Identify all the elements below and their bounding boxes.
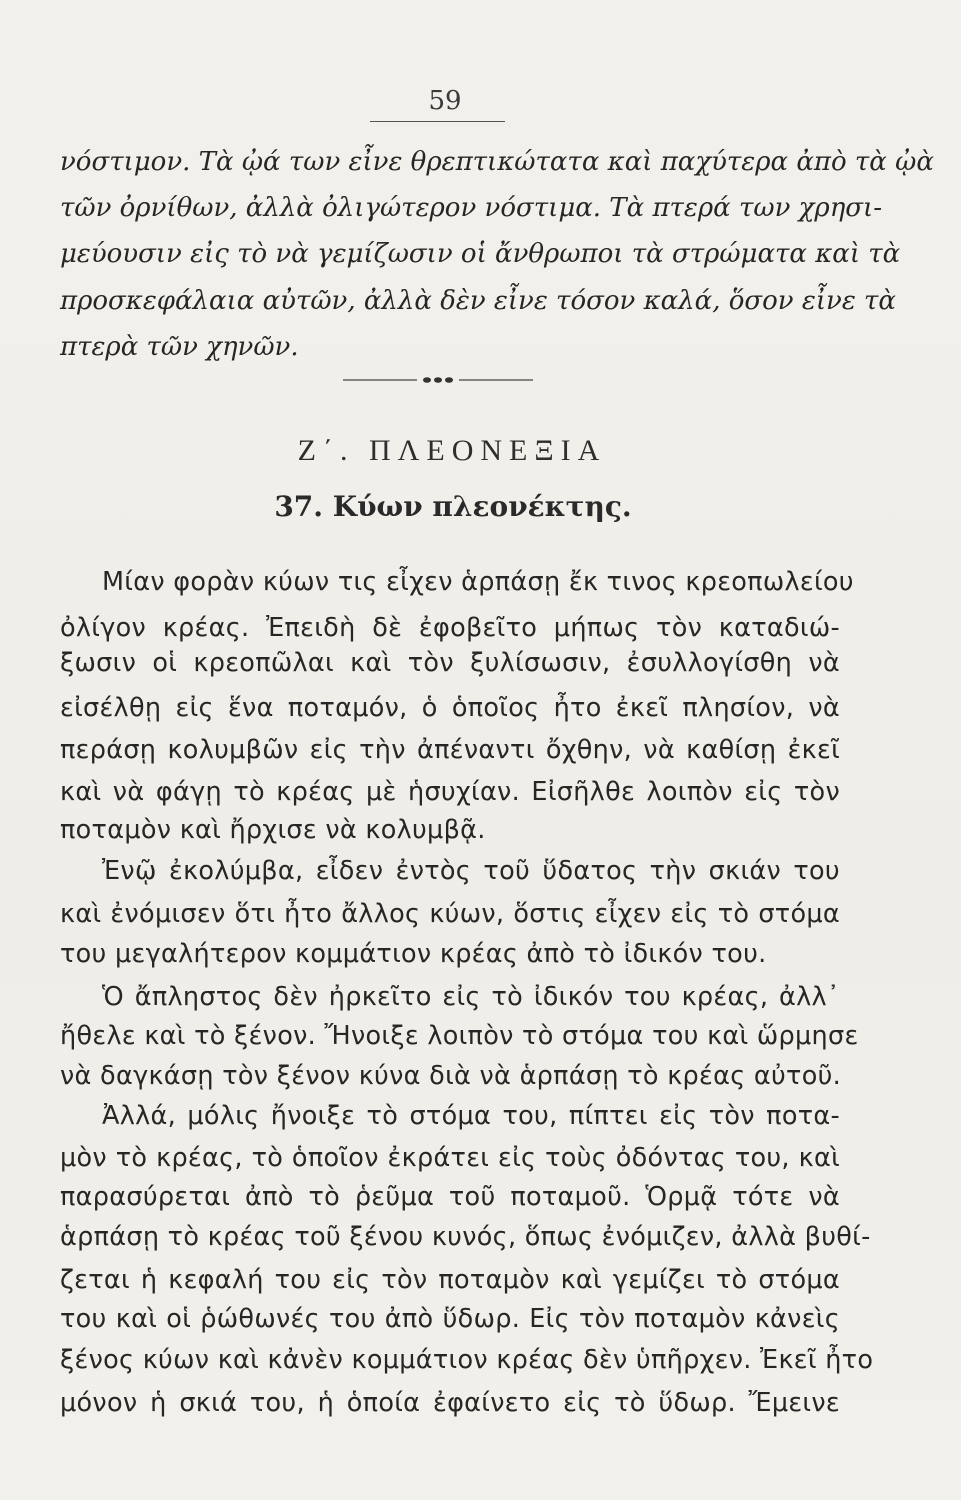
body-line: ξένος κύων καὶ κἀνὲν κομμάτιον κρέας δὲν ὑπῆρχεν. Ἐκεῖ ἦτο [60, 1345, 874, 1375]
body-line: Μίαν φορὰν κύων τις εἶχεν ἁρπάσῃ ἔκ τινος κρεοπωλείου [102, 567, 854, 597]
body-line: του μεγαλήτερον κομμάτιον κρέας ἀπὸ τὸ ἰδικόν του. [60, 939, 767, 969]
page-number: 59 [428, 86, 462, 116]
section-heading: Ζ΄. ΠΛΕΟΝΕΞΙΑ [297, 434, 607, 467]
intro-line: μεύουσιν εἰς τὸ νὰ γεμίζωσιν οἱ ἄνθρωποι τὰ στρώματα καὶ τὰ [60, 239, 901, 269]
body-line: εἰσέλθῃ εἰς ἕνα ποταμόν, ὁ ὁποῖος ἦτο ἐκεῖ πλησίον, νὰ [60, 693, 840, 723]
ornament-divider [343, 375, 533, 385]
intro-line: προσκεφάλαια αὐτῶν, ἀλλὰ δὲν εἶνε τόσον καλά, ὅσον εἶνε τὰ [60, 286, 896, 316]
body-line: ποταμὸν καὶ ἤρχισε νὰ κολυμβᾷ. [60, 815, 486, 845]
body-line: καὶ νὰ φάγῃ τὸ κρέας μὲ ἡσυχίαν. Εἰσῆλθε λοιπὸν εἰς τὸν [60, 777, 840, 807]
divider-dot [423, 377, 431, 383]
body-line: μὸν τὸ κρέας, τὸ ὁποῖον ἐκράτει εἰς τοὺς ὀδόντας του, καὶ [60, 1143, 840, 1173]
body-line: Ἀλλά, μόλις ἤνοιξε τὸ στόμα του, πίπτει εἰς τὸν ποτα- [102, 1101, 840, 1131]
divider-dot [445, 377, 453, 383]
body-line: Ἐνῷ ἐκολύμβα, εἶδεν ἐντὸς τοῦ ὕδατος τὴν σκιάν του [102, 856, 840, 886]
divider-dot [434, 377, 442, 383]
body-line: Ὁ ἄπληστος δὲν ἠρκεῖτο εἰς τὸ ἰδικόν του κρέας, ἀλλ᾽ [102, 982, 840, 1012]
body-line: ἁρπάσῃ τὸ κρέας τοῦ ξένου κυνός, ὅπως ἐνόμιζεν, ἀλλὰ βυθί- [60, 1222, 871, 1252]
body-line: καὶ ἐνόμισεν ὅτι ἦτο ἄλλος κύων, ὅστις εἶχεν εἰς τὸ στόμα [60, 899, 840, 929]
body-line: του καὶ οἱ ῥώθωνές του ἀπὸ ὕδωρ. Εἰς τὸν ποταμὸν κἀνεὶς [60, 1304, 840, 1334]
body-line: ἤθελε καὶ τὸ ξένον. Ἤνοιξε λοιπὸν τὸ στόμα του καὶ ὥρμησε [60, 1021, 859, 1051]
body-line: ζεται ἡ κεφαλή του εἰς τὸν ποταμὸν καὶ γεμίζει τὸ στόμα [60, 1265, 840, 1295]
body-line: νὰ δαγκάσῃ τὸν ξένον κύνα διὰ νὰ ἁρπάσῃ τὸ κρέας αὐτοῦ. [60, 1061, 842, 1091]
intro-line: νόστιμον. Τὰ ᾠά των εἶνε θρεπτικώτατα καὶ παχύτερα ἀπὸ τὰ ᾠὰ [60, 147, 934, 177]
body-line: ὀλίγον κρέας. Ἐπειδὴ δὲ ἐφοβεῖτο μήπως τὸν καταδιώ- [60, 613, 840, 643]
body-line: μόνον ἡ σκιά του, ἡ ὁποία ἐφαίνετο εἰς τὸ ὕδωρ. Ἔμεινε [60, 1388, 840, 1418]
story-heading: 37. Κύων πλεονέκτης. [274, 490, 632, 523]
body-line: περάσῃ κολυμβῶν εἰς τὴν ἀπέναντι ὄχθην, νὰ καθίσῃ ἐκεῖ [60, 735, 840, 765]
body-line: ξωσιν οἱ κρεοπῶλαι καὶ τὸν ξυλίσωσιν, ἐσυλλογίσθη νὰ [60, 648, 840, 678]
intro-line: πτερὰ τῶν χηνῶν. [60, 332, 299, 362]
intro-line: τῶν ὀρνίθων, ἀλλὰ ὀλιγώτερον νόστιμα. Τὰ πτερά των χρησι- [60, 193, 882, 223]
page-number-rule [370, 121, 505, 122]
body-line: παρασύρεται ἀπὸ τὸ ῥεῦμα τοῦ ποταμοῦ. Ὁρμᾷ τότε νὰ [60, 1182, 840, 1212]
